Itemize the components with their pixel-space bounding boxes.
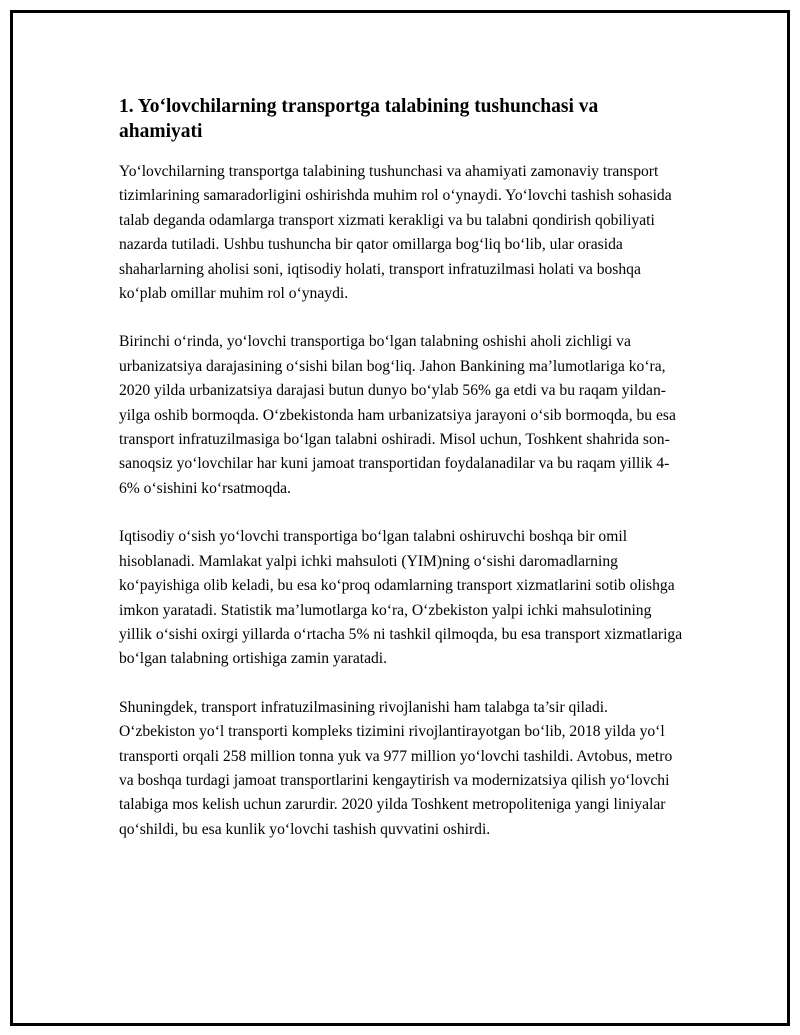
- section-heading: 1. Yo‘lovchilarning transportga talabining tushunchasi va ahamiyati: [119, 96, 599, 142]
- paragraph-infrastructure: Shuningdek, transport infratuzilmasining rivojlanishi ham talabga ta’sir qiladi. O‘zbekiston yo‘l transporti kompleks tizimini rivojlantirayotgan bo‘lib, 2018 yilda yo‘l transporti orqali 258 million tonna yuk va 977 million yo‘lovchi tashildi. Avtobus, metro va boshqa turdagi jamoat transportlarini kengaytirish va modernizatsiya qilish yo‘lovchi talabiga mos kelish uchun zarurdir. 2020 yilda Toshkent metropoliteniga yangi liniyalar qo‘shildi, bu esa kunlik yo‘lovchi tashish quvvatini oshirdi.: [119, 698, 673, 838]
- paragraph-intro: Yo‘lovchilarning transportga talabining tushunchasi va ahamiyati zamonaviy transport tizimlarining samaradorligini oshirishda muhim rol o‘ynaydi. Yo‘lovchi tashish sohasida talab deganda odamlarga transport xizmati kerakligi va bu talabni qondirish qobiliyati nazarda tutiladi. Ushbu tushuncha bir qator omillarga bog‘liq bo‘lib, ular orasida shaharlarning aholisi soni, iqtisodiy holati, transport infratuzilmasi holati va boshqa ko‘plab omillar muhim rol o‘ynaydi.: [119, 163, 672, 303]
- paragraph-urbanization: Birinchi o‘rinda, yo‘lovchi transportiga bo‘lgan talabning oshishi aholi zichligi va urbanizatsiya darajasining o‘sishi bilan bog‘liq. Jahon Bankining ma’lumotlariga ko‘ra, 2020 yilda urbanizatsiya darajasi butun dunyo bo‘ylab 56% ga etdi va bu raqam yildan-yilga oshib bormoqda. O‘zbekistonda ham urbanizatsiya jarayoni o‘sib bormoqda, bu esa transport infratuzilmasiga bo‘lgan talabni oshiradi. Misol uchun, Toshkent shahrida son- sanoqsiz yo‘lovchilar har kuni jamoat transportidan foydalanadilar va bu raqam yillik 4-6% o‘sishini ko‘rsatmoqda.: [119, 333, 676, 497]
- paragraph-economic-growth: Iqtisodiy o‘sish yo‘lovchi transportiga bo‘lgan talabni oshiruvchi boshqa bir omil hisoblanadi. Mamlakat yalpi ichki mahsuloti (YIM)ning o‘sishi daromadlarning ko‘payishiga olib keladi, bu esa ko‘proq odamlarning transport xizmatlarini sotib olishga imkon yaratadi. Statistik ma’lumotlarga ko‘ra, O‘zbekiston yalpi ichki mahsulotining yillik o‘sishi oxirgi yillarda o‘rtacha 5% ni tashkil qilmoqda, bu esa transport xizmatlariga bo‘lgan talabning ortishiga zamin yaratadi.: [119, 528, 683, 668]
- document-body: [119, 94, 685, 842]
